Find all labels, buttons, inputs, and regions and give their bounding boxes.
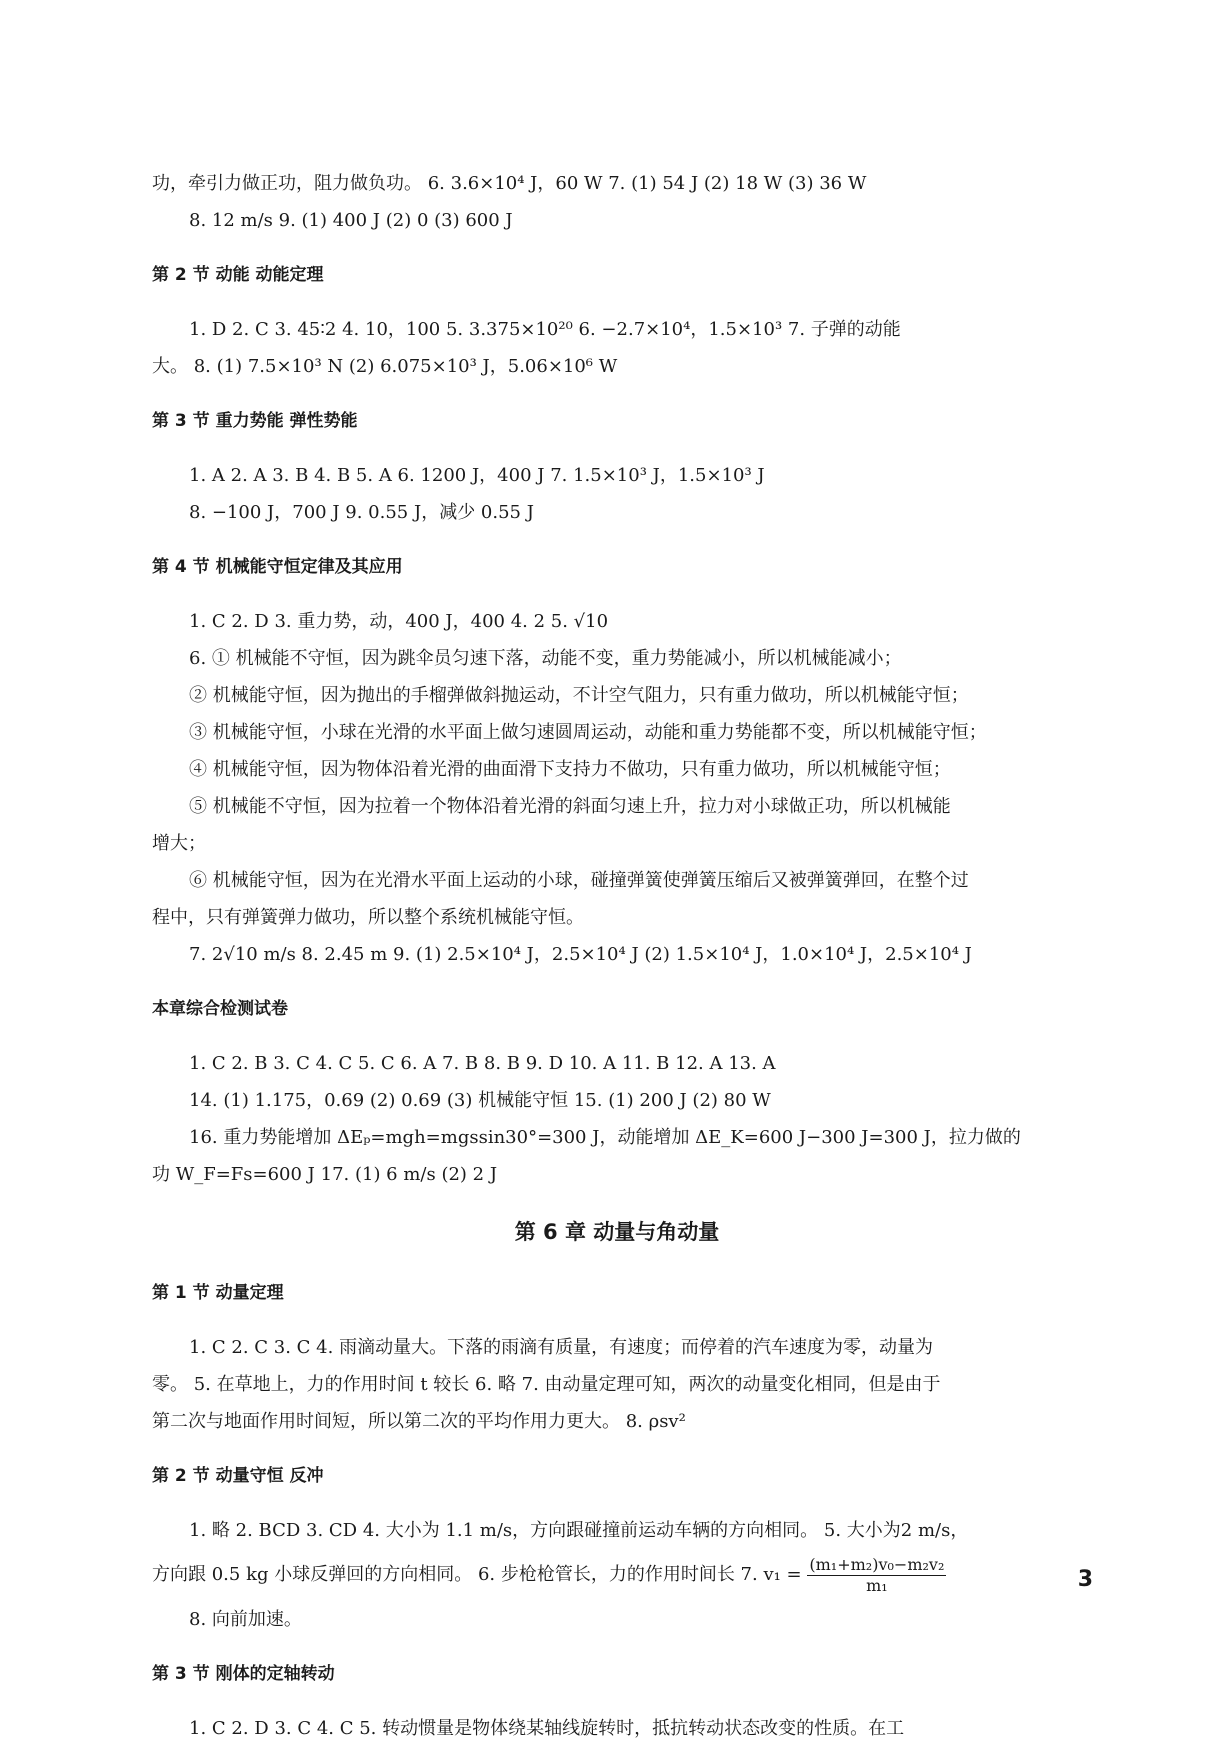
answer-line: 大。 8. (1) 7.5×10³ N (2) 6.075×10³ J，5.06×10⁶ W — [152, 356, 618, 377]
answer-line: 7. 2√10 m/s 8. 2.45 m 9. (1) 2.5×10⁴ J，2.5×10⁴ J (2) 1.5×10⁴ J，1.0×10⁴ J，2.5×10⁴ J — [189, 944, 972, 965]
fraction-denominator: m₁ — [866, 1575, 888, 1595]
answer-line: 增大； — [152, 833, 206, 854]
answer-line: 8. 向前加速。 — [189, 1609, 302, 1630]
answer-line: 14. (1) 1.175，0.69 (2) 0.69 (3) 机械能守恒 15. (1) 200 J (2) 80 W — [189, 1090, 771, 1111]
answer-line: 功 W_F=Fs=600 J 17. (1) 6 m/s (2) 2 J — [152, 1164, 498, 1185]
answer-line: 1. C 2. C 3. C 4. 雨滴动量大。下落的雨滴有质量，有速度；而停着的汽车速度为零，动量为 — [189, 1337, 934, 1358]
answer-line: 1. C 2. B 3. C 4. C 5. C 6. A 7. B 8. B 9. D 10. A 11. B 12. A 13. A — [189, 1053, 776, 1074]
answer-line-with-fraction — [152, 1549, 1082, 1601]
fraction-numerator: (m₁+m₂)v₀−m₂v₂ — [809, 1554, 945, 1574]
answer-line: 8. −100 J，700 J 9. 0.55 J，减少 0.55 J — [189, 502, 534, 523]
section-heading: 第 4 节 机械能守恒定律及其应用 — [152, 557, 403, 577]
answer-line: 程中，只有弹簧弹力做功，所以整个系统机械能守恒。 — [152, 907, 584, 928]
answer-line: ⑥ 机械能守恒，因为在光滑水平面上运动的小球，碰撞弹簧使弹簧压缩后又被弹簧弹回，在整个过 — [189, 870, 969, 891]
answer-line: 功，牵引力做正功，阻力做负功。 6. 3.6×10⁴ J，60 W 7. (1) 54 J (2) 18 W (3) 36 W — [152, 173, 867, 194]
fraction — [807, 1555, 946, 1596]
answer-line: ⑤ 机械能不守恒，因为拉着一个物体沿着光滑的斜面匀速上升，拉力对小球做正功，所以机械能 — [189, 796, 951, 817]
chapter-title: 第 6 章 动量与角动量 — [514, 1220, 720, 1244]
answer-line: 6. ① 机械能不守恒，因为跳伞员匀速下落，动能不变，重力势能减小，所以机械能减小； — [189, 648, 902, 669]
section-heading: 第 2 节 动能 动能定理 — [152, 265, 324, 285]
answer-line: ③ 机械能守恒，小球在光滑的水平面上做匀速圆周运动，动能和重力势能都不变，所以机械能守恒； — [189, 722, 987, 743]
answer-line: 1. D 2. C 3. 45∶2 4. 10，100 5. 3.375×10²⁰ 6. −2.7×10⁴，1.5×10³ 7. 子弹的动能 — [189, 319, 901, 340]
answer-line: ④ 机械能守恒，因为物体沿着光滑的曲面滑下支持力不做功，只有重力做功，所以机械能守恒； — [189, 759, 951, 780]
answer-line: 1. C 2. D 3. C 4. C 5. 转动惯量是物体绕某轴线旋转时，抵抗转动状态改变的性质。在工 — [189, 1718, 905, 1739]
answer-line: 16. 重力势能增加 ΔEₚ=mgh=mgssin30°=300 J，动能增加 ΔE_K=600 J−300 J=300 J，拉力做的 — [189, 1127, 1021, 1148]
answer-line: 1. A 2. A 3. B 4. B 5. A 6. 1200 J，400 J 7. 1.5×10³ J，1.5×10³ J — [189, 465, 765, 486]
section-heading: 第 3 节 刚体的定轴转动 — [152, 1664, 335, 1684]
answer-line: 第二次与地面作用时间短，所以第二次的平均作用力更大。 8. ρsv² — [152, 1411, 686, 1432]
section-heading: 第 2 节 动量守恒 反冲 — [152, 1466, 324, 1486]
answer-line: 1. C 2. D 3. 重力势，动，400 J，400 4. 2 5. √10 — [189, 611, 609, 632]
answer-line: 零。 5. 在草地上，力的作用时间 t 较长 6. 略 7. 由动量定理可知，两次的动量变化相同，但是由于 — [152, 1374, 941, 1395]
answer-line: ② 机械能守恒，因为抛出的手榴弹做斜抛运动，不计空气阻力，只有重力做功，所以机械能守恒； — [189, 685, 969, 706]
answer-line: 1. 略 2. BCD 3. CD 4. 大小为 1.1 m/s，方向跟碰撞前运动车辆的方向相同。 5. 大小为2 m/s， — [189, 1520, 969, 1541]
answer-page — [152, 165, 1082, 1747]
answer-line: 8. 12 m/s 9. (1) 400 J (2) 0 (3) 600 J — [189, 210, 513, 231]
answer-text: 方向跟 0.5 kg 小球反弹回的方向相同。 6. 步枪枪管长，力的作用时间长 7. v₁ = — [152, 1564, 802, 1585]
section-heading: 本章综合检测试卷 — [152, 999, 288, 1019]
section-heading: 第 3 节 重力势能 弹性势能 — [152, 411, 358, 431]
page-number: 3 — [1077, 1567, 1093, 1592]
section-heading: 第 1 节 动量定理 — [152, 1283, 284, 1303]
